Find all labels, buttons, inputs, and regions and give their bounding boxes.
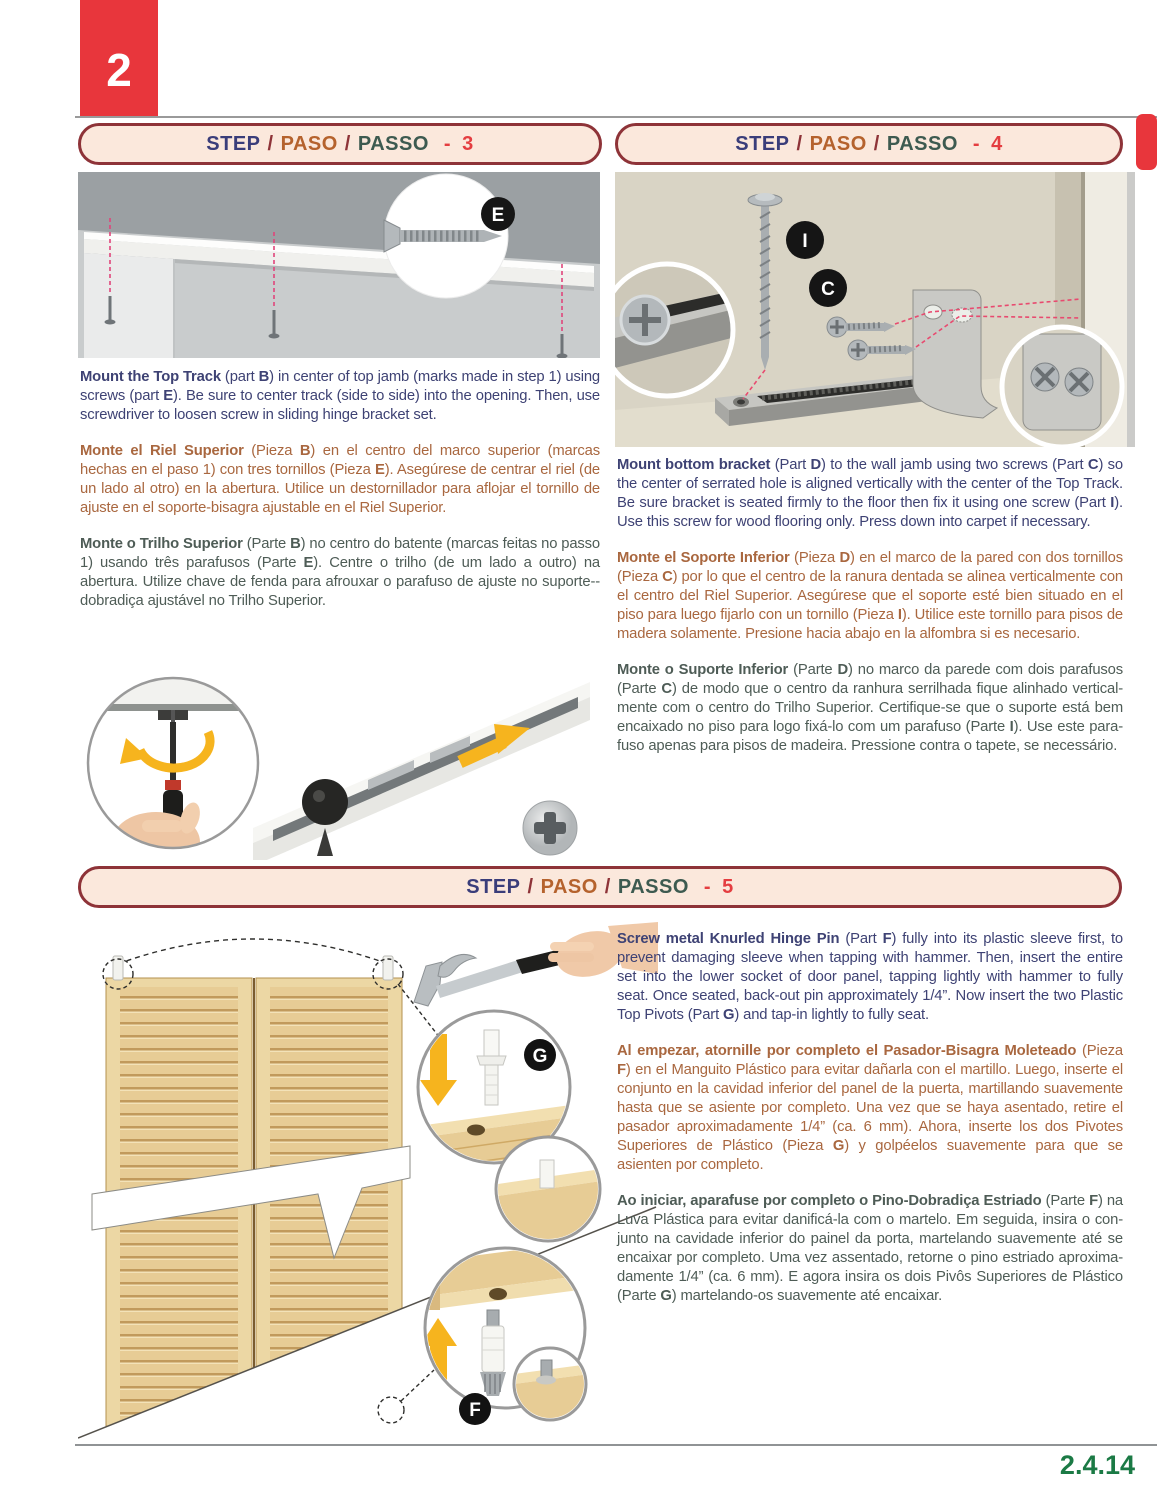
step4-text-portuguese: Monte o Suporte Inferior (Parte D) no marco da parede com dois parafusos (Parte C) de modo que o centro da ranhura serrilhada fique alinhado vertical-mente com o centro do Trilho Superior. Certifique-se que o suporte está bem encaixado no piso para logo fixá-lo com um parafuso (Parte I). Use este para-fuso apenas para pisos de madeira. Pressione contra o tapete, se necessário. [617, 662, 1123, 754]
dash: - [703, 875, 712, 898]
pivot-arc-dashed [118, 939, 388, 964]
slash: / [527, 875, 534, 898]
slash: / [604, 875, 611, 898]
page-number-tab [80, 0, 158, 117]
part-c-letter: C [821, 279, 835, 300]
page-number: 2 [106, 43, 132, 96]
paso-label: PASO [540, 875, 598, 898]
step5-texts [617, 930, 1123, 1323]
slash: / [344, 132, 351, 155]
part-e-letter: E [491, 205, 505, 226]
part-g-letter: G [532, 1046, 548, 1067]
slash: / [267, 132, 274, 155]
bottom-bracket-illustration [615, 172, 1150, 447]
step3-text-english: Mount the Top Track (part B) in center of top jamb (marks made in step 1) using screws (part E). Be sure to center track (side to side) into the opening. Then, use screwdriver to loosen screw in sliding hinge bracket set. [80, 369, 600, 423]
top-track-illustration [78, 172, 600, 358]
top-divider [75, 116, 1157, 118]
step3-texts [80, 368, 600, 628]
step-number: 5 [722, 875, 734, 898]
step3-text-portuguese: Monte o Trilho Superior (Parte B) no centro do batente (marcas feitas no passo 1) usando três parafusos (Parte E). Centre o trilho (de um lado a outro) na abertura. Utilize chave de fenda para afrouxar o parafuso de ajuste no suporte--dobradiça ajustável no Trilho Superior. [80, 536, 600, 609]
paso-label: PASO [280, 132, 338, 155]
step5-text-portuguese: Ao iniciar, aparafuse por completo o Pino-Dobradiça Estriado (Parte F) na Luva Plástica para evitar danificá-la com o martelo. Em seguida, insira o con-junto na cavidade inferior do painel da porta, martelando suavemente até se encaixar por completo. Uma vez assentado, retorne o pino estriado aproxima-damente 1/4” (ca. 6 mm). E agora insira os dois Pivôs Superiores de Plástico (Parte G) martelando-os suavemente até encaixar. [617, 1193, 1124, 1304]
passo-label: PASSO [886, 132, 958, 155]
footer-divider [75, 1444, 1157, 1446]
adjusting-knob [302, 779, 348, 825]
slash: / [796, 132, 803, 155]
step-label: STEP [466, 875, 521, 898]
step4-header [615, 123, 1123, 165]
track-adjustment-illustration [78, 660, 600, 860]
step5-text-spanish: Al empezar, atornille por completo el Pasador-Bisagra Moleteado (Pieza F) en el Manguito Plástico para evitar dañarla con el martillo. Luego, inserte el conjunto en la cavidad inferior del panel de la puerta, martillando suavemente hasta que se asiente por completo. Una vez que se haya asentado, retire el pasador aproximadamente 1/4” (ca. 6 mm). Ahora, inserte los dos Pivotes Superiores de Plástico (Pieza G) y golpéelos suavemente para que se asienten por completo. [617, 1043, 1124, 1173]
step5-header [78, 866, 1122, 908]
step3-text-spanish: Monte el Riel Superior (Pieza B) en el centro del marco superior (marcas hechas en el paso 1) con tres tornillos (Pieza E). Asegúrese de centrar el riel (de un lado al otro) en la abertura. Utilice un destornillador para aflojar el tornillo de ajuste en el soporte-bisagra ajustable en el Riel Superior. [80, 443, 600, 516]
edge-index-tab [1136, 114, 1157, 170]
step3-header [78, 123, 602, 165]
part-f-letter: F [469, 1400, 481, 1421]
dash: - [972, 132, 981, 155]
step-label: STEP [206, 132, 261, 155]
hand [112, 800, 204, 860]
step4-text-spanish: Monte el Soporte Inferior (Pieza D) en el marco de la pared con dos tornillos (Pieza C) por lo que el centro de la ranura dentada se alinea verticalmente con el centro del Riel Superior. Asegúrese que el soporte esté bien situado en el piso para luego fijarlo con un tornillo (Pieza I). Utilice este tornillo para pisos de madera solamente. Presione hacia abajo en la alfombra si es necesario. [617, 550, 1124, 642]
passo-label: PASSO [617, 875, 689, 898]
step4-texts [617, 456, 1123, 773]
paso-label: PASO [809, 132, 867, 155]
part-i-letter: I [802, 231, 808, 252]
step4-text-english: Mount bottom bracket (Part D) to the wall jamb using two screws (Part C) so the center of serrated hole is aligned vertically with the center of the Top Track. Be sure bracket is seated firmly to the floor then fix it using one screw (Part I). Use this screw for wood flooring only. Press down into carpet if necessary. [617, 457, 1123, 530]
step5-text-english: Screw metal Knurled Hinge Pin (Part F) fully into its plastic sleeve first, to prevent damaging sleeve when tapping with hammer. Then, insert the entire set into the lower socket of door panel, tapping lightly with hammer to fully seat. Once seated, back-out pin approximately 1/4”. Now insert the two Plastic Top Pivots (Part G) and tap-in lightly to fully seat. [617, 931, 1123, 1023]
step-number: 3 [462, 132, 474, 155]
footer-page-code: 2.4.14 [1059, 1450, 1135, 1480]
door-jamb [84, 253, 174, 358]
step-number: 4 [991, 132, 1003, 155]
step-label: STEP [735, 132, 790, 155]
passo-label: PASSO [357, 132, 429, 155]
dash: - [443, 132, 452, 155]
bifold-doors-illustration [78, 922, 658, 1442]
slash: / [873, 132, 880, 155]
